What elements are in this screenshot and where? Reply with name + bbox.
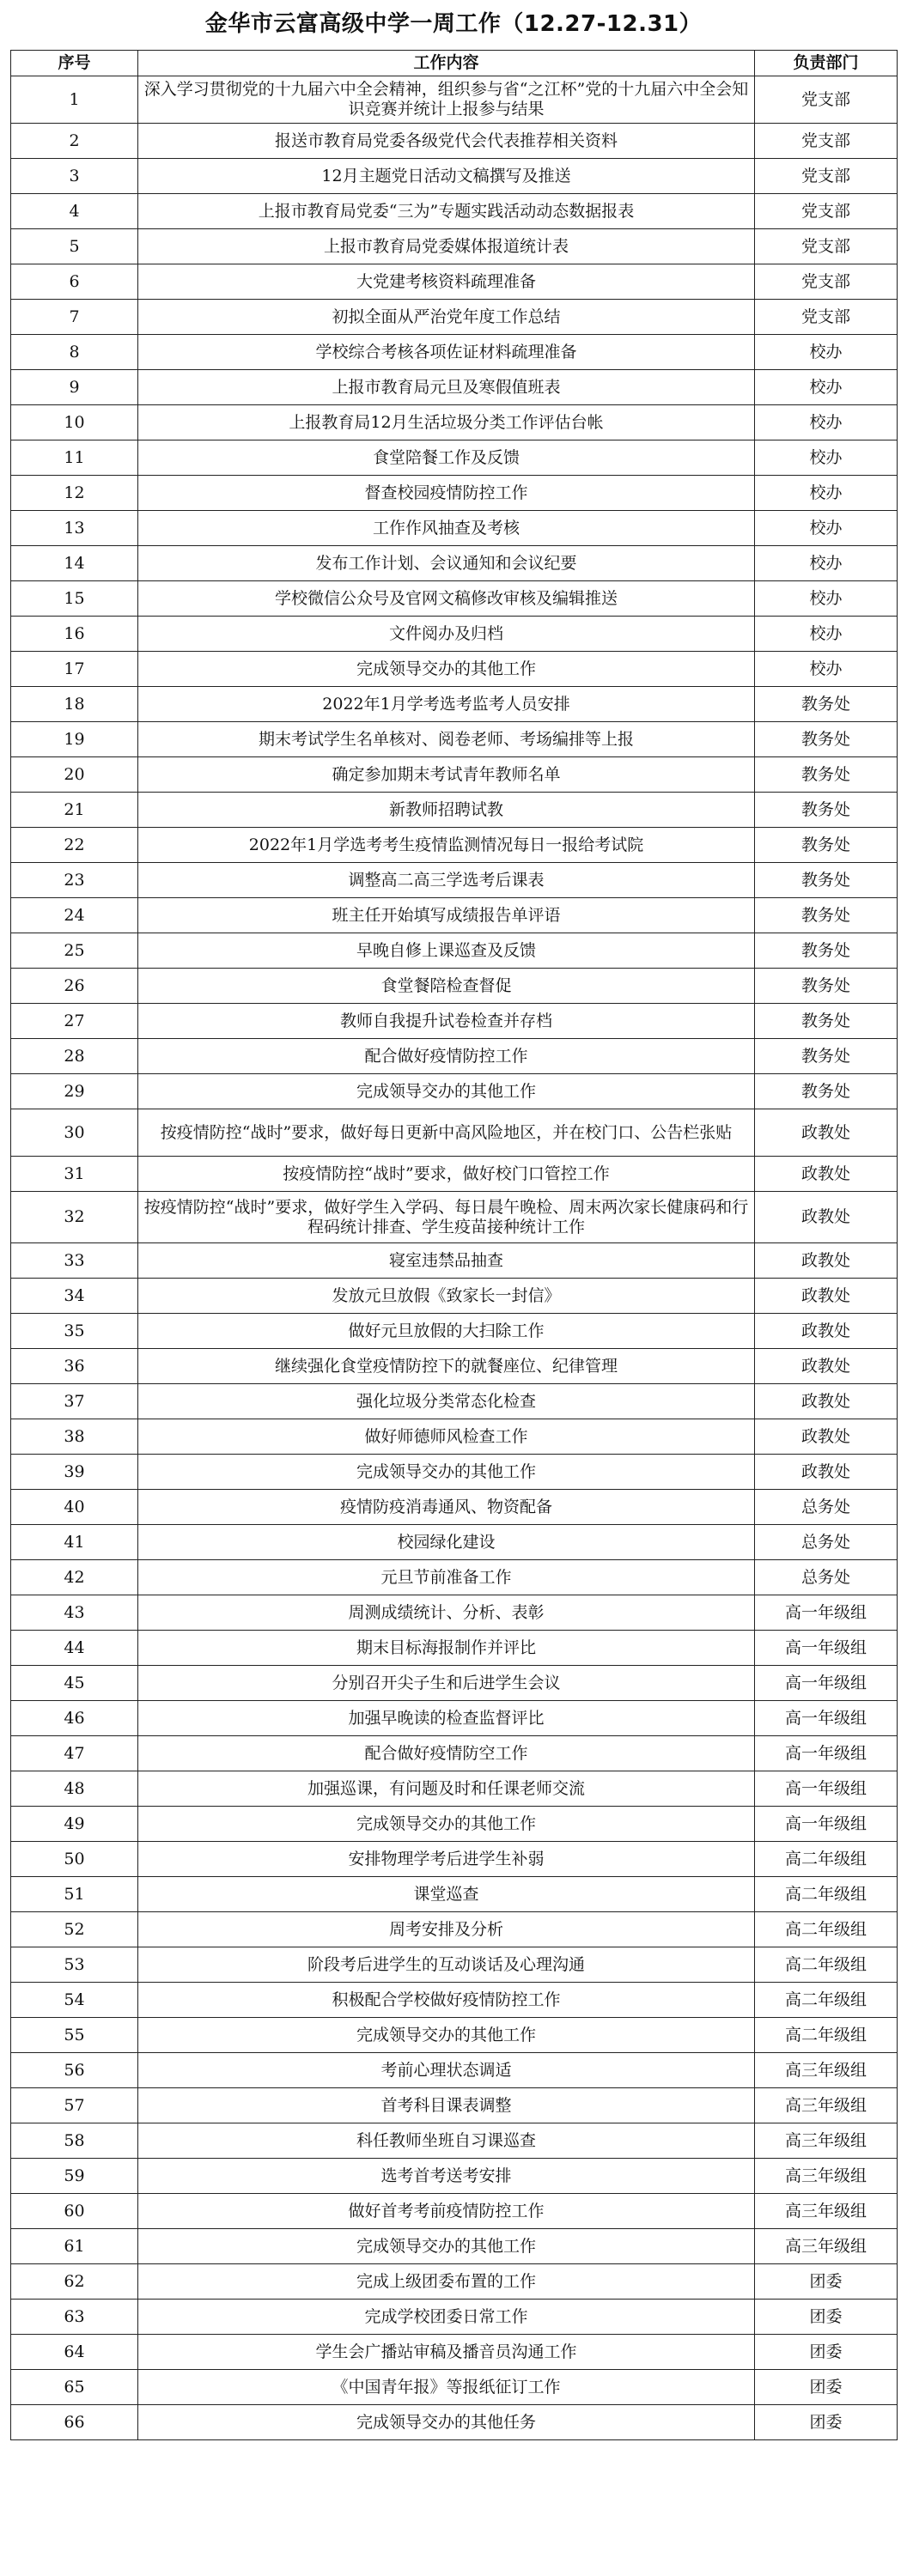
row-number: 17 [11,652,138,687]
row-dept: 高一年级组 [755,1807,898,1842]
table-row [11,757,898,793]
row-dept: 教务处 [755,863,898,898]
row-task: 期末目标海报制作并评比 [138,1631,755,1666]
table-row [11,1877,898,1912]
row-task: 完成领导交办的其他工作 [138,1807,755,1842]
row-number: 39 [11,1455,138,1490]
row-number: 34 [11,1279,138,1314]
row-task: 上报市教育局党委媒体报道统计表 [138,229,755,264]
row-dept: 政教处 [755,1157,898,1192]
row-task: 校园绿化建设 [138,1525,755,1560]
row-number: 5 [11,229,138,264]
header-task: 工作内容 [138,51,755,76]
row-task: 分别召开尖子生和后进学生会议 [138,1666,755,1701]
row-task: 加强巡课，有问题及时和任课老师交流 [138,1771,755,1807]
row-task: 2022年1月学选考考生疫情监测情况每日一报给考试院 [138,828,755,863]
table-row [11,511,898,546]
row-number: 54 [11,1983,138,2018]
row-number: 28 [11,1039,138,1074]
table-row [11,1842,898,1877]
row-number: 55 [11,2018,138,2053]
row-task: 食堂餐陪检查督促 [138,969,755,1004]
row-dept: 校办 [755,440,898,476]
table-row [11,1384,898,1419]
row-task: 寝室违禁品抽查 [138,1243,755,1279]
table-row [11,1631,898,1666]
row-dept: 校办 [755,546,898,581]
row-number: 31 [11,1157,138,1192]
row-task: 首考科目课表调整 [138,2088,755,2123]
row-dept: 团委 [755,2405,898,2440]
row-task: 上报市教育局元旦及寒假值班表 [138,370,755,405]
row-number: 51 [11,1877,138,1912]
row-dept: 教务处 [755,757,898,793]
row-dept: 高一年级组 [755,1595,898,1631]
row-task: 督查校园疫情防控工作 [138,476,755,511]
row-number: 61 [11,2229,138,2264]
row-number: 40 [11,1490,138,1525]
row-dept: 党支部 [755,124,898,159]
table-row [11,1595,898,1631]
table-row [11,793,898,828]
row-dept: 高二年级组 [755,1842,898,1877]
row-dept: 校办 [755,652,898,687]
row-task: 完成领导交办的其他工作 [138,652,755,687]
table-header-row [11,51,898,76]
row-number: 29 [11,1074,138,1109]
row-dept: 校办 [755,581,898,617]
table-row [11,2335,898,2370]
table-row [11,2194,898,2229]
row-task: 积极配合学校做好疫情防控工作 [138,1983,755,2018]
table-row [11,1771,898,1807]
row-task: 大党建考核资料疏理准备 [138,264,755,300]
row-dept: 教务处 [755,898,898,933]
row-number: 56 [11,2053,138,2088]
row-dept: 教务处 [755,1039,898,1074]
row-number: 45 [11,1666,138,1701]
row-dept: 高一年级组 [755,1736,898,1771]
row-number: 4 [11,194,138,229]
row-task: 选考首考送考安排 [138,2159,755,2194]
row-dept: 党支部 [755,229,898,264]
row-number: 60 [11,2194,138,2229]
row-number: 2 [11,124,138,159]
row-task: 元旦节前准备工作 [138,1560,755,1595]
table-row [11,1314,898,1349]
row-number: 43 [11,1595,138,1631]
table-row [11,1109,898,1157]
table-row [11,476,898,511]
row-task: 按疫情防控“战时”要求，做好校门口管控工作 [138,1157,755,1192]
row-number: 36 [11,1349,138,1384]
table-row [11,2088,898,2123]
row-number: 62 [11,2264,138,2300]
row-task: 学生会广播站审稿及播音员沟通工作 [138,2335,755,2370]
row-task: 配合做好疫情防控工作 [138,1039,755,1074]
row-dept: 政教处 [755,1279,898,1314]
row-task: 初拟全面从严治党年度工作总结 [138,300,755,335]
row-task: 教师自我提升试卷检查并存档 [138,1004,755,1039]
row-task: 配合做好疫情防空工作 [138,1736,755,1771]
row-dept: 高二年级组 [755,1912,898,1947]
header-num: 序号 [11,51,138,76]
row-dept: 教务处 [755,722,898,757]
table-row [11,159,898,194]
row-task: 食堂陪餐工作及反馈 [138,440,755,476]
table-row [11,335,898,370]
row-dept: 高一年级组 [755,1631,898,1666]
row-task: 课堂巡查 [138,1877,755,1912]
row-task: 12月主题党日活动文稿撰写及推送 [138,159,755,194]
row-number: 21 [11,793,138,828]
row-dept: 政教处 [755,1192,898,1243]
table-row [11,440,898,476]
table-row [11,1157,898,1192]
row-number: 58 [11,2123,138,2159]
table-row [11,1947,898,1983]
row-dept: 教务处 [755,1004,898,1039]
row-dept: 党支部 [755,264,898,300]
row-number: 8 [11,335,138,370]
table-row [11,1807,898,1842]
row-task: 完成领导交办的其他工作 [138,1074,755,1109]
table-row [11,1349,898,1384]
row-task: 班主任开始填写成绩报告单评语 [138,898,755,933]
row-task: 完成上级团委布置的工作 [138,2264,755,2300]
row-dept: 校办 [755,476,898,511]
row-number: 44 [11,1631,138,1666]
row-dept: 教务处 [755,969,898,1004]
table-row [11,1560,898,1595]
row-number: 9 [11,370,138,405]
row-number: 38 [11,1419,138,1455]
row-number: 15 [11,581,138,617]
table-row [11,2264,898,2300]
table-row [11,1912,898,1947]
row-dept: 高三年级组 [755,2088,898,2123]
row-dept: 总务处 [755,1560,898,1595]
row-dept: 教务处 [755,1074,898,1109]
row-dept: 高三年级组 [755,2194,898,2229]
row-number: 41 [11,1525,138,1560]
row-number: 1 [11,76,138,124]
row-task: 完成领导交办的其他工作 [138,1455,755,1490]
row-number: 64 [11,2335,138,2370]
row-number: 26 [11,969,138,1004]
table-row [11,1243,898,1279]
row-number: 30 [11,1109,138,1157]
row-number: 49 [11,1807,138,1842]
row-number: 47 [11,1736,138,1771]
table-row [11,687,898,722]
table-row [11,969,898,1004]
row-number: 6 [11,264,138,300]
row-number: 65 [11,2370,138,2405]
row-number: 42 [11,1560,138,1595]
row-task: 安排物理学考后进学生补弱 [138,1842,755,1877]
table-row [11,2405,898,2440]
row-task: 上报市教育局党委“三为”专题实践活动动态数据报表 [138,194,755,229]
row-dept: 政教处 [755,1455,898,1490]
row-dept: 高一年级组 [755,1701,898,1736]
header-dept: 负责部门 [755,51,898,76]
row-task: 文件阅办及归档 [138,617,755,652]
row-number: 33 [11,1243,138,1279]
row-number: 46 [11,1701,138,1736]
row-number: 7 [11,300,138,335]
table-row [11,1701,898,1736]
table-row [11,2053,898,2088]
table-row [11,898,898,933]
table-row [11,652,898,687]
row-task: 学校微信公众号及官网文稿修改审核及编辑推送 [138,581,755,617]
row-number: 12 [11,476,138,511]
table-row [11,933,898,969]
row-task: 上报教育局12月生活垃圾分类工作评估台帐 [138,405,755,440]
row-task: 2022年1月学考选考监考人员安排 [138,687,755,722]
table-row [11,722,898,757]
page-title: 金华市云富高级中学一周工作（12.27-12.31） [204,11,703,37]
row-task: 按疫情防控“战时”要求，做好学生入学码、每日晨午晚检、周末两次家长健康码和行程码统计排查、学生疫苗接种统计工作 [138,1192,755,1243]
row-dept: 团委 [755,2300,898,2335]
row-dept: 校办 [755,511,898,546]
table-row [11,581,898,617]
row-task: 完成学校团委日常工作 [138,2300,755,2335]
row-task: 完成领导交办的其他工作 [138,2229,755,2264]
row-number: 10 [11,405,138,440]
table-row [11,2123,898,2159]
row-dept: 教务处 [755,793,898,828]
row-number: 27 [11,1004,138,1039]
table-row [11,124,898,159]
row-task: 学校综合考核各项佐证材料疏理准备 [138,335,755,370]
row-dept: 总务处 [755,1525,898,1560]
row-task: 确定参加期末考试青年教师名单 [138,757,755,793]
row-task: 工作作风抽查及考核 [138,511,755,546]
table-row [11,1279,898,1314]
row-dept: 高三年级组 [755,2229,898,2264]
row-task: 强化垃圾分类常态化检查 [138,1384,755,1419]
row-number: 35 [11,1314,138,1349]
row-task: 阶段考后进学生的互动谈话及心理沟通 [138,1947,755,1983]
row-number: 53 [11,1947,138,1983]
row-number: 23 [11,863,138,898]
row-number: 14 [11,546,138,581]
row-task: 做好元旦放假的大扫除工作 [138,1314,755,1349]
table-row [11,2229,898,2264]
row-task: 做好师德师风检查工作 [138,1419,755,1455]
row-task: 完成领导交办的其他任务 [138,2405,755,2440]
row-dept: 校办 [755,370,898,405]
row-dept: 高三年级组 [755,2053,898,2088]
row-task: 调整高二高三学选考后课表 [138,863,755,898]
row-dept: 高三年级组 [755,2159,898,2194]
row-task: 发布工作计划、会议通知和会议纪要 [138,546,755,581]
row-task: 周考安排及分析 [138,1912,755,1947]
row-number: 3 [11,159,138,194]
table-row [11,1666,898,1701]
row-task: 科任教师坐班自习课巡查 [138,2123,755,2159]
table-row [11,2300,898,2335]
table-row [11,405,898,440]
table-row [11,2370,898,2405]
table-row [11,1192,898,1243]
row-dept: 高二年级组 [755,1877,898,1912]
table-row [11,264,898,300]
row-number: 16 [11,617,138,652]
row-task: 周测成绩统计、分析、表彰 [138,1595,755,1631]
row-number: 37 [11,1384,138,1419]
table-row [11,546,898,581]
table-row [11,1039,898,1074]
row-dept: 团委 [755,2335,898,2370]
table-row [11,300,898,335]
row-dept: 教务处 [755,687,898,722]
row-dept: 校办 [755,617,898,652]
table-row [11,2018,898,2053]
row-dept: 政教处 [755,1384,898,1419]
row-dept: 高三年级组 [755,2123,898,2159]
row-number: 13 [11,511,138,546]
row-task: 做好首考考前疫情防控工作 [138,2194,755,2229]
row-dept: 党支部 [755,194,898,229]
row-number: 25 [11,933,138,969]
row-dept: 党支部 [755,76,898,124]
row-dept: 党支部 [755,159,898,194]
row-task: 深入学习贯彻党的十九届六中全会精神，组织参与省“之江杯”党的十九届六中全会知识竞赛并统计上报参与结果 [138,76,755,124]
row-number: 59 [11,2159,138,2194]
row-task: 按疫情防控“战时”要求，做好每日更新中高风险地区，并在校门口、公告栏张贴 [138,1109,755,1157]
row-number: 50 [11,1842,138,1877]
row-dept: 教务处 [755,933,898,969]
table-row [11,617,898,652]
row-task: 疫情防疫消毒通风、物资配备 [138,1490,755,1525]
row-dept: 高二年级组 [755,1983,898,2018]
table-row [11,1004,898,1039]
row-task: 新教师招聘试教 [138,793,755,828]
row-dept: 高二年级组 [755,2018,898,2053]
row-dept: 校办 [755,405,898,440]
row-task: 早晚自修上课巡查及反馈 [138,933,755,969]
table-row [11,1455,898,1490]
table-row [11,1074,898,1109]
row-task: 发放元旦放假《致家长一封信》 [138,1279,755,1314]
row-dept: 高二年级组 [755,1947,898,1983]
row-number: 32 [11,1192,138,1243]
row-task: 期末考试学生名单核对、阅卷老师、考场编排等上报 [138,722,755,757]
row-dept: 政教处 [755,1419,898,1455]
row-task: 加强早晚读的检查监督评比 [138,1701,755,1736]
row-number: 11 [11,440,138,476]
table-row [11,828,898,863]
row-dept: 高一年级组 [755,1771,898,1807]
table-row [11,229,898,264]
table-body [11,76,898,2440]
row-number: 66 [11,2405,138,2440]
table-row [11,194,898,229]
row-task: 完成领导交办的其他工作 [138,2018,755,2053]
row-task: 《中国青年报》等报纸征订工作 [138,2370,755,2405]
row-dept: 政教处 [755,1109,898,1157]
row-number: 22 [11,828,138,863]
table-row [11,2159,898,2194]
row-task: 继续强化食堂疫情防控下的就餐座位、纪律管理 [138,1349,755,1384]
table-row [11,1490,898,1525]
row-dept: 校办 [755,335,898,370]
row-task: 报送市教育局党委各级党代会代表推荐相关资料 [138,124,755,159]
row-number: 18 [11,687,138,722]
row-number: 52 [11,1912,138,1947]
row-dept: 高一年级组 [755,1666,898,1701]
row-dept: 教务处 [755,828,898,863]
table-row [11,1525,898,1560]
row-dept: 政教处 [755,1314,898,1349]
row-task: 考前心理状态调适 [138,2053,755,2088]
row-dept: 团委 [755,2370,898,2405]
row-dept: 政教处 [755,1349,898,1384]
table-row [11,1736,898,1771]
table-row [11,863,898,898]
row-number: 24 [11,898,138,933]
row-dept: 团委 [755,2264,898,2300]
table-row [11,1419,898,1455]
row-dept: 党支部 [755,300,898,335]
row-number: 63 [11,2300,138,2335]
row-dept: 总务处 [755,1490,898,1525]
row-number: 48 [11,1771,138,1807]
row-number: 20 [11,757,138,793]
row-dept: 政教处 [755,1243,898,1279]
table-row [11,370,898,405]
row-number: 19 [11,722,138,757]
table-row [11,1983,898,2018]
row-number: 57 [11,2088,138,2123]
weekly-schedule-table [10,50,898,2440]
table-row [11,76,898,124]
